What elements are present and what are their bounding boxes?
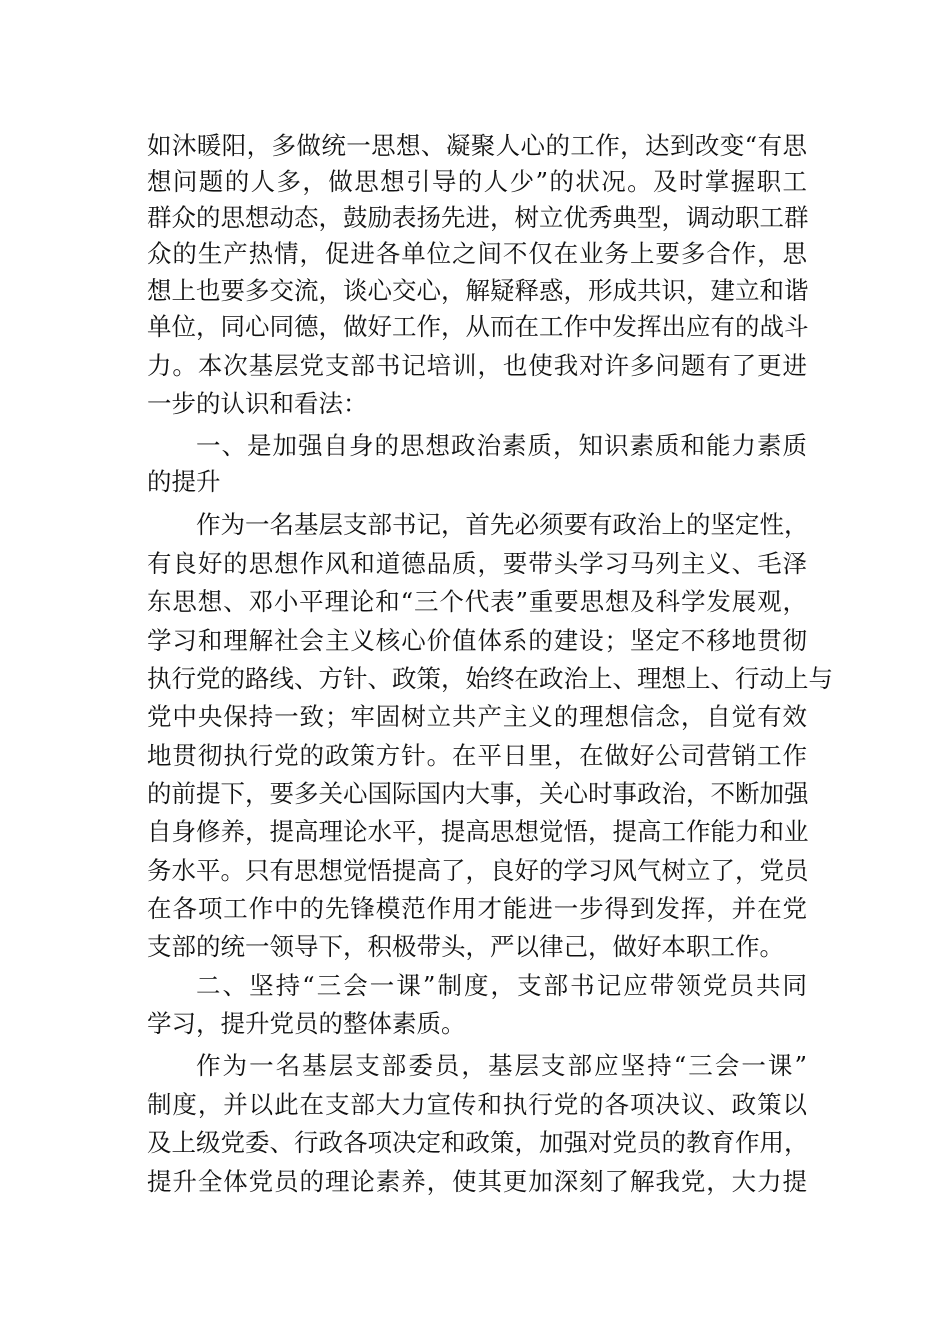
section-heading: 的提升 [147,467,221,496]
text-line: 执行党的路线、方针、政策，始终在政治上、理想上、行动上与 [147,664,833,693]
text-line: 单位，同心同德，做好工作，从而在工作中发挥出应有的战斗 [147,312,809,341]
section-heading: 学习，提升党员的整体素质。 [147,1009,466,1038]
text-line: 想上也要多交流，谈心交心，解疑释惑，形成共识，建立和谐 [147,276,809,305]
text-line: 党中央保持一致；牢固树立共产主义的理想信念，自觉有效 [147,702,807,731]
text-line: 提升全体党员的理论素养，使其更加深刻了解我党，大力提 [147,1167,807,1196]
text-line: 的前提下，要多关心国际国内大事，关心时事政治，不断加强 [147,779,809,808]
text-line: 地贯彻执行党的政策方针。在平日里，在做好公司营销工作 [147,741,807,770]
text-line: 作为一名基层支部书记，首先必须要有政治上的坚定性， [196,510,809,539]
text-line: 力。本次基层党支部书记培训，也使我对许多问题有了更进 [147,351,807,380]
text-line: 作为一名基层支部委员，基层支部应坚持“三会一课” [196,1051,807,1080]
text-line: 东思想、邓小平理论和“三个代表”重要思想及科学发展观， [147,587,807,616]
text-line: 群众的思想动态，鼓励表扬先进，树立优秀典型，调动职工群 [147,203,809,232]
text-line: 学习和理解社会主义核心价值体系的建设；坚定不移地贯彻 [147,626,807,655]
section-heading: 一、是加强自身的思想政治素质，知识素质和能力素质 [196,431,807,460]
text-line: 自身修养，提高理论水平，提高思想觉悟，提高工作能力和业 [147,817,809,846]
text-line: 如沐暖阳，多做统一思想、凝聚人心的工作，达到改变“有思 [147,131,807,160]
text-line: 有良好的思想作风和道德品质，要带头学习马列主义、毛泽 [147,549,807,578]
text-line: 及上级党委、行政各项决定和政策，加强对党员的教育作用， [147,1128,809,1157]
text-line: 制度，并以此在支部大力宣传和执行党的各项决议、政策以 [147,1090,807,1119]
text-line: 想问题的人多，做思想引导的人少”的状况。及时掌握职工 [147,167,807,196]
text-line: 支部的统一领导下，积极带头，严以律己，做好本职工作。 [147,932,784,961]
text-line: 在各项工作中的先锋模范作用才能进一步得到发挥，并在党 [147,894,807,923]
text-line: 一步的认识和看法： [147,389,368,418]
text-line: 务水平。只有思想觉悟提高了，良好的学习风气树立了，党员 [147,856,809,885]
section-heading: 二、坚持“三会一课”制度，支部书记应带领党员共同 [196,971,807,1000]
text-line: 众的生产热情，促进各单位之间不仅在业务上要多合作，思 [147,239,807,268]
